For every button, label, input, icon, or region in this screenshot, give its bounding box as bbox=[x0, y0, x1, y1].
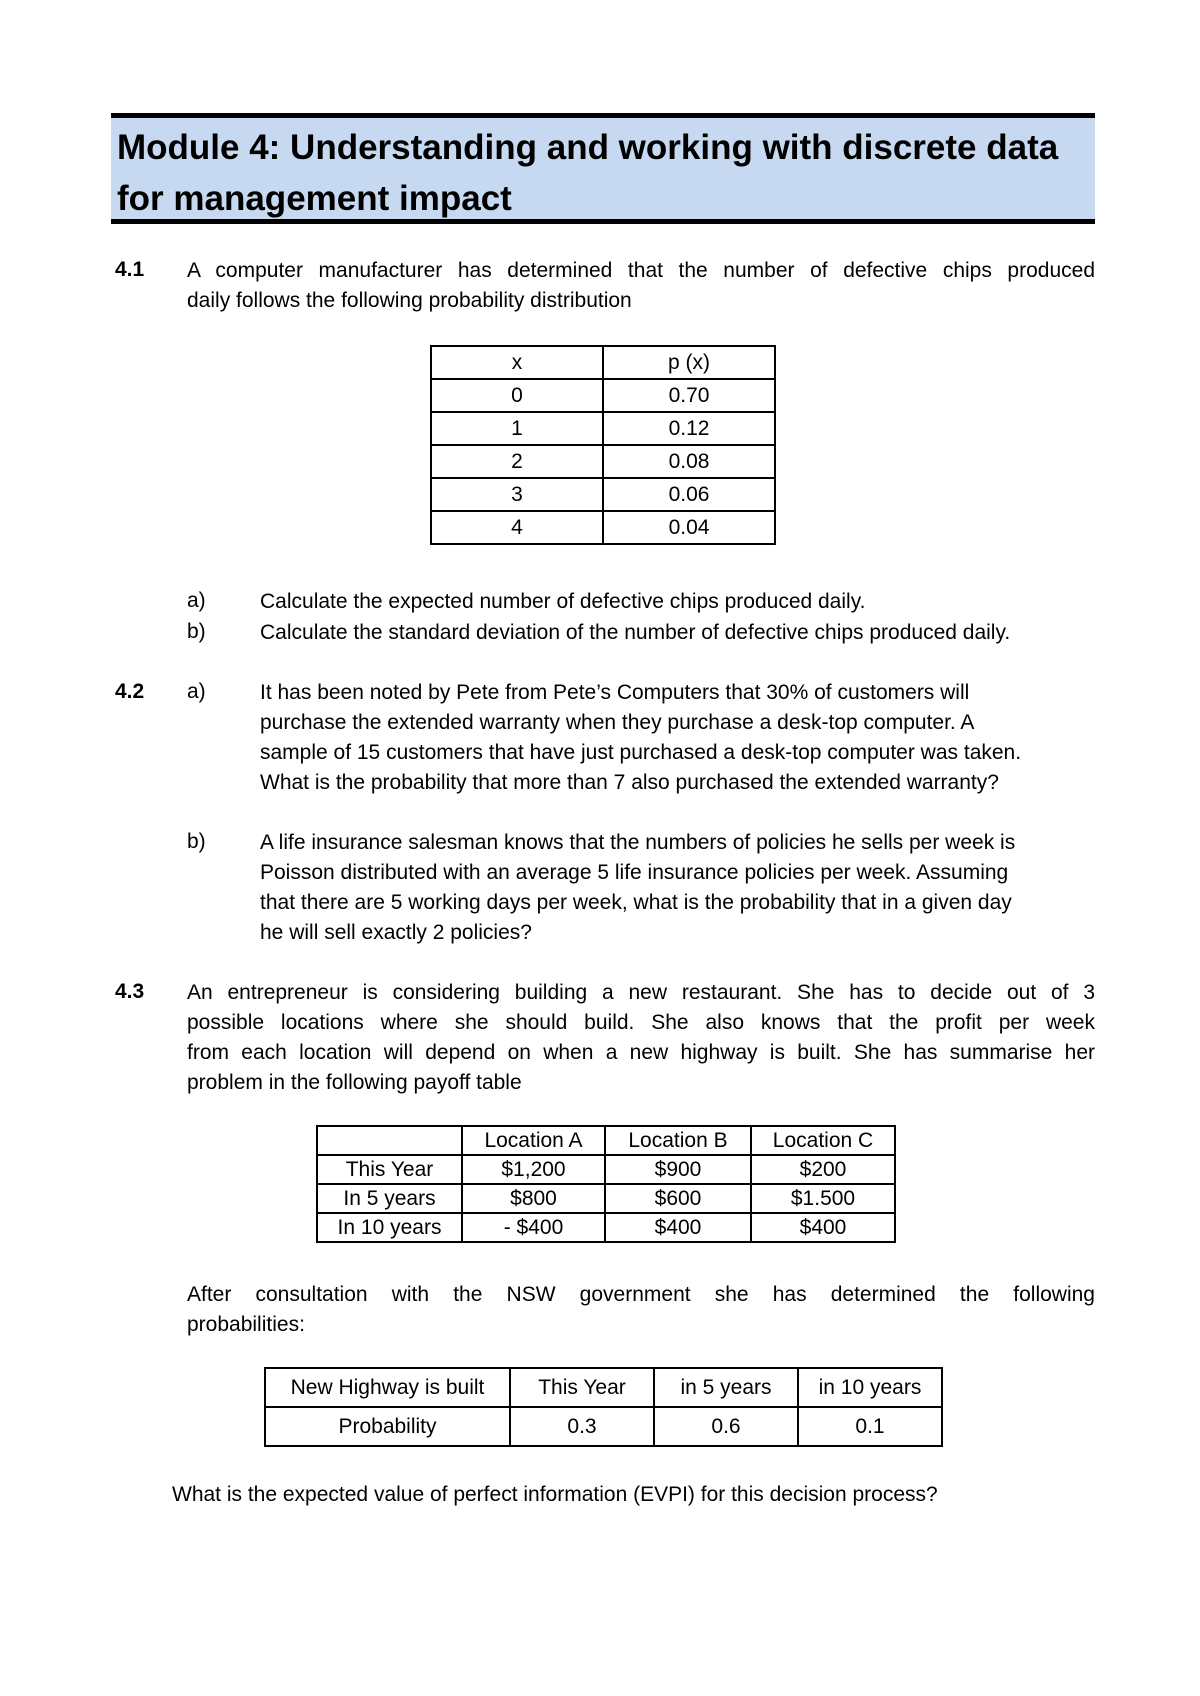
table-cell: 0.3 bbox=[510, 1407, 654, 1446]
text-line: What is the probability that more than 7 also purchased the extended warranty? bbox=[260, 771, 999, 794]
table-cell: $200 bbox=[751, 1155, 895, 1184]
text-line: A life insurance salesman knows that the numbers of policies he sells per week is bbox=[260, 831, 1016, 854]
question-4-3-text bbox=[187, 978, 1095, 1098]
table-header-row bbox=[431, 346, 775, 379]
table-cell: 3 bbox=[431, 478, 603, 511]
text-line: sample of 15 customers that have just purchased a desk-top computer was taken. bbox=[260, 741, 1022, 764]
after-consultation-line-2: probabilities: bbox=[187, 1313, 305, 1336]
text-line: possible locations where she should build. She also knows that the profit per week bbox=[187, 1011, 1095, 1034]
text-line: An entrepreneur is considering building a new restaurant. She has to decide out of 3 bbox=[187, 981, 1095, 1004]
text-line: from each location will depend on when a new highway is built. She has summarise her bbox=[187, 1041, 1095, 1064]
question-4-1-b-text: Calculate the standard deviation of the number of defective chips produced daily. bbox=[260, 621, 1011, 644]
question-4-2-a-text bbox=[260, 678, 1095, 798]
table-header-cell: Location A bbox=[462, 1126, 605, 1155]
question-4-2-b-label: b) bbox=[187, 830, 206, 853]
table-row-label: In 5 years bbox=[317, 1184, 462, 1213]
question-4-1-a-text: Calculate the expected number of defective chips produced daily. bbox=[260, 590, 866, 613]
question-4-1-text-line-1: A computer manufacturer has determined that the number of defective chips produced bbox=[187, 259, 1095, 282]
question-4-2-a-label: a) bbox=[187, 680, 206, 703]
table-cell: $900 bbox=[605, 1155, 751, 1184]
table-cell: 0.70 bbox=[603, 379, 775, 412]
question-number-4-2: 4.2 bbox=[115, 680, 145, 703]
table-cell: 0.08 bbox=[603, 445, 775, 478]
table-header-cell: p (x) bbox=[603, 346, 775, 379]
question-number-4-3: 4.3 bbox=[115, 980, 145, 1003]
table-cell: 0 bbox=[431, 379, 603, 412]
table-header-cell: in 10 years bbox=[798, 1368, 942, 1407]
table-cell: - $400 bbox=[462, 1213, 605, 1242]
question-4-2-b-text bbox=[260, 828, 1095, 948]
table-row bbox=[265, 1407, 942, 1446]
text-line: that there are 5 working days per week, what is the probability that in a given day bbox=[260, 891, 1012, 914]
table-cell: 4 bbox=[431, 511, 603, 544]
table-row bbox=[431, 445, 775, 478]
table-row bbox=[431, 412, 775, 445]
text-line: Poisson distributed with an average 5 life insurance policies per week. Assuming bbox=[260, 861, 1009, 884]
table-cell: 2 bbox=[431, 445, 603, 478]
question-4-1-text-line-2: daily follows the following probability distribution bbox=[187, 289, 632, 312]
question-number-4-1: 4.1 bbox=[115, 258, 145, 281]
module-title bbox=[117, 122, 1085, 224]
question-4-1-a-label: a) bbox=[187, 589, 206, 612]
table-row-label: Probability bbox=[265, 1407, 510, 1446]
table-row-label: This Year bbox=[317, 1155, 462, 1184]
table-header-cell: This Year bbox=[510, 1368, 654, 1407]
payoff-table bbox=[316, 1125, 896, 1243]
table-cell: 0.06 bbox=[603, 478, 775, 511]
module-title-banner bbox=[111, 113, 1095, 224]
table-row bbox=[431, 511, 775, 544]
table-row bbox=[431, 478, 775, 511]
table-header-cell: New Highway is built bbox=[265, 1368, 510, 1407]
module-title-line-2: for management impact bbox=[117, 179, 512, 218]
module-title-line-1: Module 4: Understanding and working with discrete data bbox=[117, 128, 1059, 167]
table-cell: 0.1 bbox=[798, 1407, 942, 1446]
table-header-cell: in 5 years bbox=[654, 1368, 798, 1407]
table-cell: $400 bbox=[605, 1213, 751, 1242]
table-row bbox=[317, 1155, 895, 1184]
evpi-question: What is the expected value of perfect information (EVPI) for this decision process? bbox=[172, 1483, 938, 1506]
text-line: he will sell exactly 2 policies? bbox=[260, 921, 532, 944]
probability-distribution-table bbox=[430, 345, 776, 545]
table-cell: $600 bbox=[605, 1184, 751, 1213]
table-cell: 0.12 bbox=[603, 412, 775, 445]
table-row bbox=[317, 1213, 895, 1242]
table-header-cell: Location C bbox=[751, 1126, 895, 1155]
table-cell: $800 bbox=[462, 1184, 605, 1213]
text-line: problem in the following payoff table bbox=[187, 1071, 522, 1094]
table-row bbox=[431, 379, 775, 412]
question-4-1-b-label: b) bbox=[187, 620, 206, 643]
table-header-cell: Location B bbox=[605, 1126, 751, 1155]
text-line: purchase the extended warranty when they purchase a desk-top computer. A bbox=[260, 711, 975, 734]
after-consultation-line-1: After consultation with the NSW government she has determined the following bbox=[187, 1283, 1095, 1306]
table-cell: $400 bbox=[751, 1213, 895, 1242]
table-header-row bbox=[265, 1368, 942, 1407]
table-cell: $1,200 bbox=[462, 1155, 605, 1184]
text-line: It has been noted by Pete from Pete’s Computers that 30% of customers will bbox=[260, 681, 970, 704]
table-cell: 0.04 bbox=[603, 511, 775, 544]
table-header-row bbox=[317, 1126, 895, 1155]
table-cell: $1.500 bbox=[751, 1184, 895, 1213]
table-header-cell: x bbox=[431, 346, 603, 379]
table-header-cell bbox=[317, 1126, 462, 1155]
table-row bbox=[317, 1184, 895, 1213]
table-cell: 0.6 bbox=[654, 1407, 798, 1446]
highway-probability-table bbox=[264, 1367, 943, 1447]
table-cell: 1 bbox=[431, 412, 603, 445]
table-row-label: In 10 years bbox=[317, 1213, 462, 1242]
